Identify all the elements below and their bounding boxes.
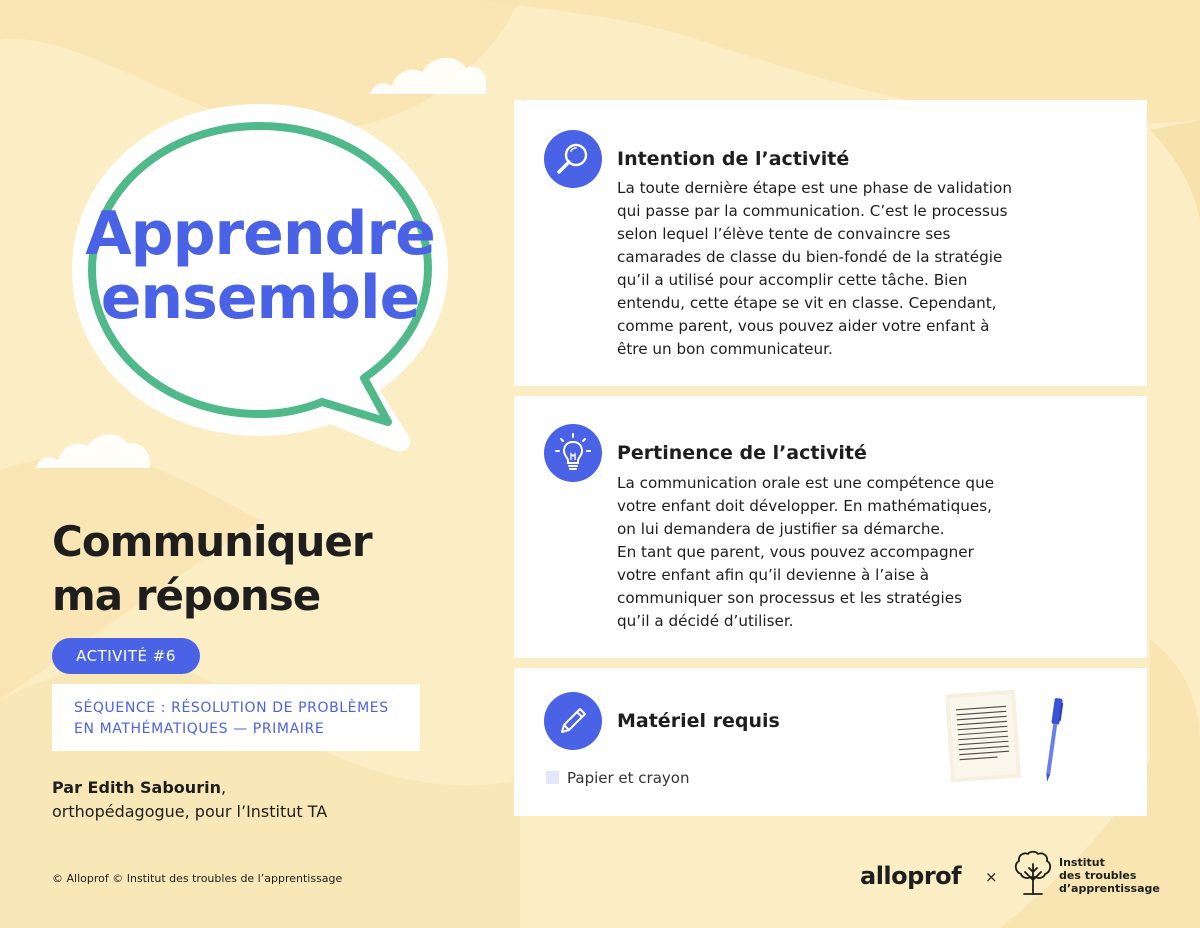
material-label: Papier et crayon [567,769,690,787]
author-role: orthopédagogue, pour l’Institut TA [52,802,328,821]
materiel-title: Matériel requis [617,710,780,732]
title-line-1: Communiquer [52,517,372,566]
pertinence-line: La communication orale est une compétence que [617,474,995,492]
intention-line: comme parent, vous pouvez aider votre enfant à [617,317,990,335]
pencil-icon [544,692,602,750]
institut-line-3: d’apprentissage [1059,882,1160,895]
intention-card [514,100,1147,386]
sequence-label [52,684,420,751]
logo-line-2: ensemble [100,263,420,333]
checkbox-icon [546,771,559,784]
institut-logo-text [1059,856,1160,895]
pertinence-line: qu’il a décidé d’utiliser. [617,612,794,630]
apprendre-ensemble-logo [60,100,460,460]
activity-badge: ACTIVITÉ #6 [52,638,200,674]
alloprof-logo: alloprof [860,862,962,890]
lightbulb-icon [544,424,602,482]
title-line-2: ma réponse [52,571,321,620]
institut-line-1: Institut [1059,856,1105,869]
intention-text [617,177,1127,361]
institut-line-2: des troubles [1059,869,1137,882]
copyright-notice: © Alloprof © Institut des troubles de l’apprentissage [52,872,343,885]
intention-line: entendu, cette étape se vit en classe. Cependant, [617,294,997,312]
pertinence-line: on lui demandera de justifier sa démarche. [617,520,945,538]
pertinence-line: votre enfant doit développer. En mathématiques, [617,497,992,515]
intention-title: Intention de l’activité [617,148,850,170]
material-list-item [546,768,689,788]
author-block: Par Edith Sabourin, orthopédagogue, pour l’Institut TA [52,776,327,824]
intention-line: qui passe par la communication. C’est le processus [617,202,1008,220]
partner-separator: × [985,868,998,886]
pertinence-line: votre enfant afin qu’il devienne à l’aise à [617,566,930,584]
pertinence-line: communiquer son processus et les stratégies [617,589,963,607]
intention-line: camarades de classe du bien-fondé de la stratégie [617,248,1003,266]
sequence-line-1: SÉQUENCE : RÉSOLUTION DE PROBLÈMES [74,700,389,716]
sequence-line-2: EN MATHÉMATIQUES — PRIMAIRE [74,721,325,737]
pertinence-title: Pertinence de l’activité [617,442,867,464]
magnifier-icon [544,130,602,188]
intention-line: être un bon communicateur. [617,340,833,358]
paper-sheet-icon [940,686,1026,786]
author-name: Par Edith Sabourin [52,778,221,797]
pertinence-text [617,472,1127,633]
brain-tree-icon [1012,850,1054,896]
intention-line: selon lequel l’élève tente de convaincre ses [617,225,951,243]
intention-line: La toute dernière étape est une phase de validation [617,179,1012,197]
pen-icon [1038,694,1068,786]
pertinence-line: En tant que parent, vous pouvez accompagner [617,543,974,561]
intention-line: qu’il a utilisé pour accomplir cette tâche. Bien [617,271,968,289]
partner-logos [858,848,1158,900]
logo-line-1: Apprendre [85,199,435,269]
materiel-card [514,668,1147,816]
page-title [52,515,472,623]
pertinence-card [514,396,1147,658]
